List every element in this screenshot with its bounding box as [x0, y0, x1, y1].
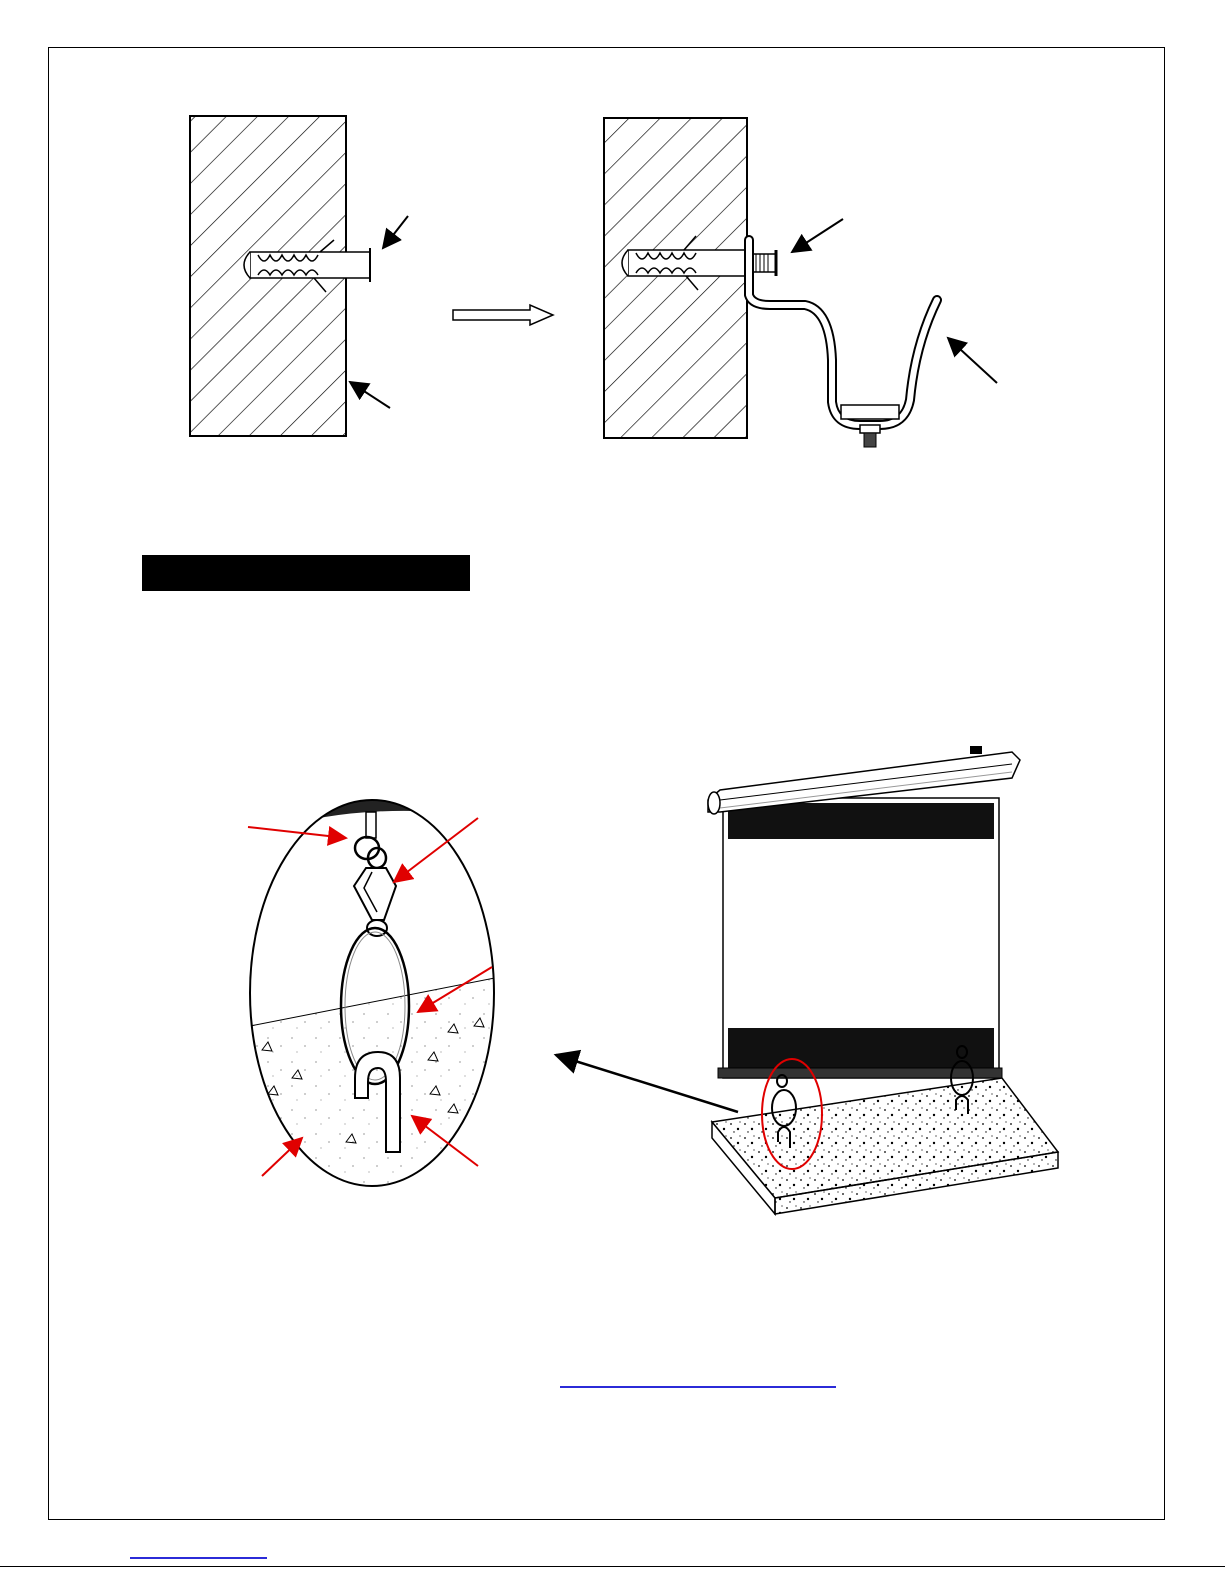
link-underline[interactable]: [560, 1386, 836, 1388]
callout-arrow-screw: [792, 219, 843, 252]
projection-screen: [708, 746, 1020, 1078]
screw-icon: [752, 250, 776, 276]
section-heading-bar: [142, 555, 470, 591]
detail-pointer-arrow: [556, 1055, 738, 1112]
callout-arrow-wall: [350, 382, 390, 408]
right-arrow-icon: [453, 305, 553, 325]
footer-rule: [0, 1566, 1225, 1567]
callout-arrow-bracket: [948, 338, 997, 383]
wall-section-right: [604, 118, 747, 438]
callout-red-base: [262, 1138, 302, 1176]
footer-link-underline[interactable]: [130, 1557, 267, 1559]
magnified-detail: [240, 790, 510, 1210]
callout-arrow-anchor: [383, 216, 408, 248]
